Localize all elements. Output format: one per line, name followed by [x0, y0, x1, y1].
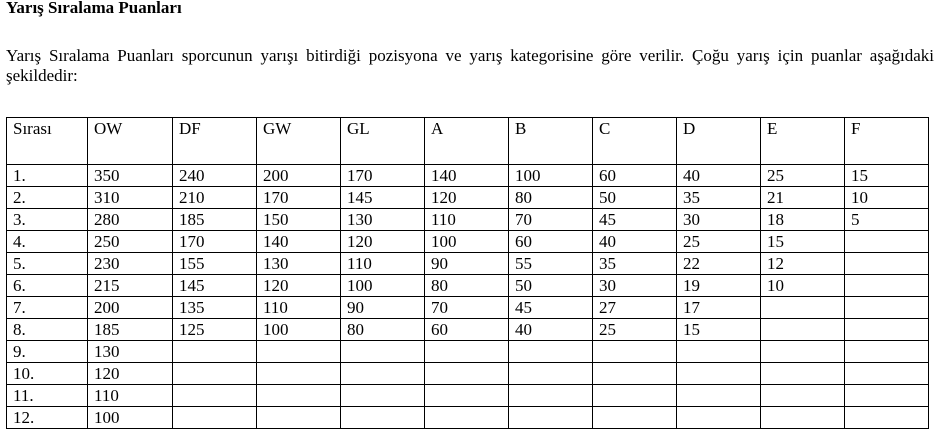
table-cell: 185	[88, 319, 173, 341]
table-cell	[173, 363, 257, 385]
table-cell: 110	[257, 297, 341, 319]
table-cell: 155	[173, 253, 257, 275]
table-cell	[257, 407, 341, 429]
table-cell: 10.	[7, 363, 88, 385]
table-cell	[845, 363, 929, 385]
table-cell: 170	[173, 231, 257, 253]
table-cell: 90	[341, 297, 425, 319]
table-cell: 21	[761, 187, 845, 209]
table-cell: 50	[593, 187, 677, 209]
column-header: E	[761, 118, 845, 165]
table-cell	[257, 385, 341, 407]
table-cell: 110	[425, 209, 509, 231]
table-cell: 80	[425, 275, 509, 297]
table-cell	[761, 385, 845, 407]
table-cell	[761, 297, 845, 319]
table-cell	[341, 407, 425, 429]
column-header: OW	[88, 118, 173, 165]
table-header-row	[7, 118, 929, 165]
table-cell: 40	[677, 165, 761, 187]
table-cell	[509, 341, 593, 363]
table-row	[7, 341, 929, 363]
table-cell	[761, 319, 845, 341]
table-cell: 100	[257, 319, 341, 341]
table-cell: 200	[88, 297, 173, 319]
table-cell: 140	[257, 231, 341, 253]
table-cell	[173, 341, 257, 363]
table-cell: 120	[425, 187, 509, 209]
table-cell: 1.	[7, 165, 88, 187]
table-cell: 12	[761, 253, 845, 275]
table-cell: 230	[88, 253, 173, 275]
table-cell: 8.	[7, 319, 88, 341]
table-row	[7, 253, 929, 275]
table-cell: 3.	[7, 209, 88, 231]
table-cell: 110	[88, 385, 173, 407]
table-cell: 25	[593, 319, 677, 341]
table-cell: 240	[173, 165, 257, 187]
table-cell: 100	[88, 407, 173, 429]
table-cell: 19	[677, 275, 761, 297]
table-cell	[845, 275, 929, 297]
table-cell: 120	[88, 363, 173, 385]
table-cell: 6.	[7, 275, 88, 297]
table-cell	[761, 407, 845, 429]
table-body	[7, 165, 929, 429]
table-cell: 35	[677, 187, 761, 209]
table-cell: 12.	[7, 407, 88, 429]
table-cell	[761, 341, 845, 363]
table-cell	[845, 319, 929, 341]
table-cell: 100	[425, 231, 509, 253]
points-table	[6, 117, 929, 429]
table-cell	[677, 407, 761, 429]
table-cell	[509, 407, 593, 429]
table-cell: 25	[761, 165, 845, 187]
table-cell: 185	[173, 209, 257, 231]
column-header: GW	[257, 118, 341, 165]
table-cell	[677, 385, 761, 407]
table-cell: 11.	[7, 385, 88, 407]
table-cell	[845, 385, 929, 407]
table-cell: 27	[593, 297, 677, 319]
table-cell	[845, 407, 929, 429]
table-cell	[845, 231, 929, 253]
table-cell: 70	[425, 297, 509, 319]
table-cell: 110	[341, 253, 425, 275]
table-cell: 210	[173, 187, 257, 209]
table-cell	[425, 341, 509, 363]
table-cell: 125	[173, 319, 257, 341]
table-cell: 150	[257, 209, 341, 231]
table-cell: 350	[88, 165, 173, 187]
table-cell	[677, 341, 761, 363]
table-cell	[341, 363, 425, 385]
table-cell: 10	[845, 187, 929, 209]
table-cell: 10	[761, 275, 845, 297]
table-cell	[593, 341, 677, 363]
table-cell: 130	[341, 209, 425, 231]
column-header: B	[509, 118, 593, 165]
table-cell: 5	[845, 209, 929, 231]
intro-paragraph: Yarış Sıralama Puanları sporcunun yarışı bitirdiği pozisyona ve yarış kategorisine göre verilir. Çoğu yarış için puanlar aşağıdaki şekildedir:	[6, 46, 934, 85]
table-cell: 15	[845, 165, 929, 187]
column-header: Sırası	[7, 118, 88, 165]
table-cell: 100	[341, 275, 425, 297]
table-row	[7, 275, 929, 297]
page-title: Yarış Sıralama Puanları	[6, 0, 182, 17]
table-cell	[425, 385, 509, 407]
table-cell	[341, 385, 425, 407]
table-cell	[845, 253, 929, 275]
table-cell: 120	[341, 231, 425, 253]
table-cell: 60	[509, 231, 593, 253]
table-cell: 2.	[7, 187, 88, 209]
table-cell: 15	[677, 319, 761, 341]
table-cell: 80	[341, 319, 425, 341]
table-cell: 70	[509, 209, 593, 231]
table-cell	[173, 407, 257, 429]
table-cell: 60	[425, 319, 509, 341]
table-cell: 35	[593, 253, 677, 275]
table-cell	[845, 297, 929, 319]
table-cell: 130	[88, 341, 173, 363]
table-cell: 9.	[7, 341, 88, 363]
table-cell	[593, 407, 677, 429]
table-cell: 145	[341, 187, 425, 209]
column-header: F	[845, 118, 929, 165]
column-header: A	[425, 118, 509, 165]
table-cell: 15	[761, 231, 845, 253]
table-cell	[593, 385, 677, 407]
table-cell	[257, 341, 341, 363]
table-row	[7, 407, 929, 429]
table-cell	[509, 363, 593, 385]
table-cell	[257, 363, 341, 385]
table-cell: 170	[341, 165, 425, 187]
table-row	[7, 187, 929, 209]
table-cell: 25	[677, 231, 761, 253]
table-cell: 7.	[7, 297, 88, 319]
table-row	[7, 165, 929, 187]
column-header: DF	[173, 118, 257, 165]
table-cell	[425, 407, 509, 429]
table-cell: 18	[761, 209, 845, 231]
table-cell: 135	[173, 297, 257, 319]
table-cell: 30	[677, 209, 761, 231]
table-cell: 145	[173, 275, 257, 297]
column-header: D	[677, 118, 761, 165]
table-row	[7, 363, 929, 385]
table-cell	[845, 341, 929, 363]
table-row	[7, 231, 929, 253]
table-cell	[341, 341, 425, 363]
table-cell: 60	[593, 165, 677, 187]
table-cell: 80	[509, 187, 593, 209]
table-cell: 17	[677, 297, 761, 319]
table-cell	[425, 363, 509, 385]
table-cell: 310	[88, 187, 173, 209]
table-cell: 22	[677, 253, 761, 275]
table-cell: 30	[593, 275, 677, 297]
table-cell	[761, 363, 845, 385]
column-header: C	[593, 118, 677, 165]
table-cell: 50	[509, 275, 593, 297]
table-cell	[509, 385, 593, 407]
table-cell: 55	[509, 253, 593, 275]
table-cell: 90	[425, 253, 509, 275]
table-cell: 45	[593, 209, 677, 231]
table-row	[7, 319, 929, 341]
column-header: GL	[341, 118, 425, 165]
table-row	[7, 297, 929, 319]
table-cell: 45	[509, 297, 593, 319]
table-cell: 40	[593, 231, 677, 253]
table-cell: 170	[257, 187, 341, 209]
table-cell	[677, 363, 761, 385]
table-cell: 200	[257, 165, 341, 187]
table-row	[7, 209, 929, 231]
table-cell: 215	[88, 275, 173, 297]
table-cell: 140	[425, 165, 509, 187]
table-row	[7, 385, 929, 407]
table-cell: 40	[509, 319, 593, 341]
table-cell: 4.	[7, 231, 88, 253]
table-cell	[173, 385, 257, 407]
table-cell: 5.	[7, 253, 88, 275]
table-cell: 100	[509, 165, 593, 187]
table-cell: 280	[88, 209, 173, 231]
table-cell: 130	[257, 253, 341, 275]
table-cell: 250	[88, 231, 173, 253]
table-cell: 120	[257, 275, 341, 297]
table-cell	[593, 363, 677, 385]
